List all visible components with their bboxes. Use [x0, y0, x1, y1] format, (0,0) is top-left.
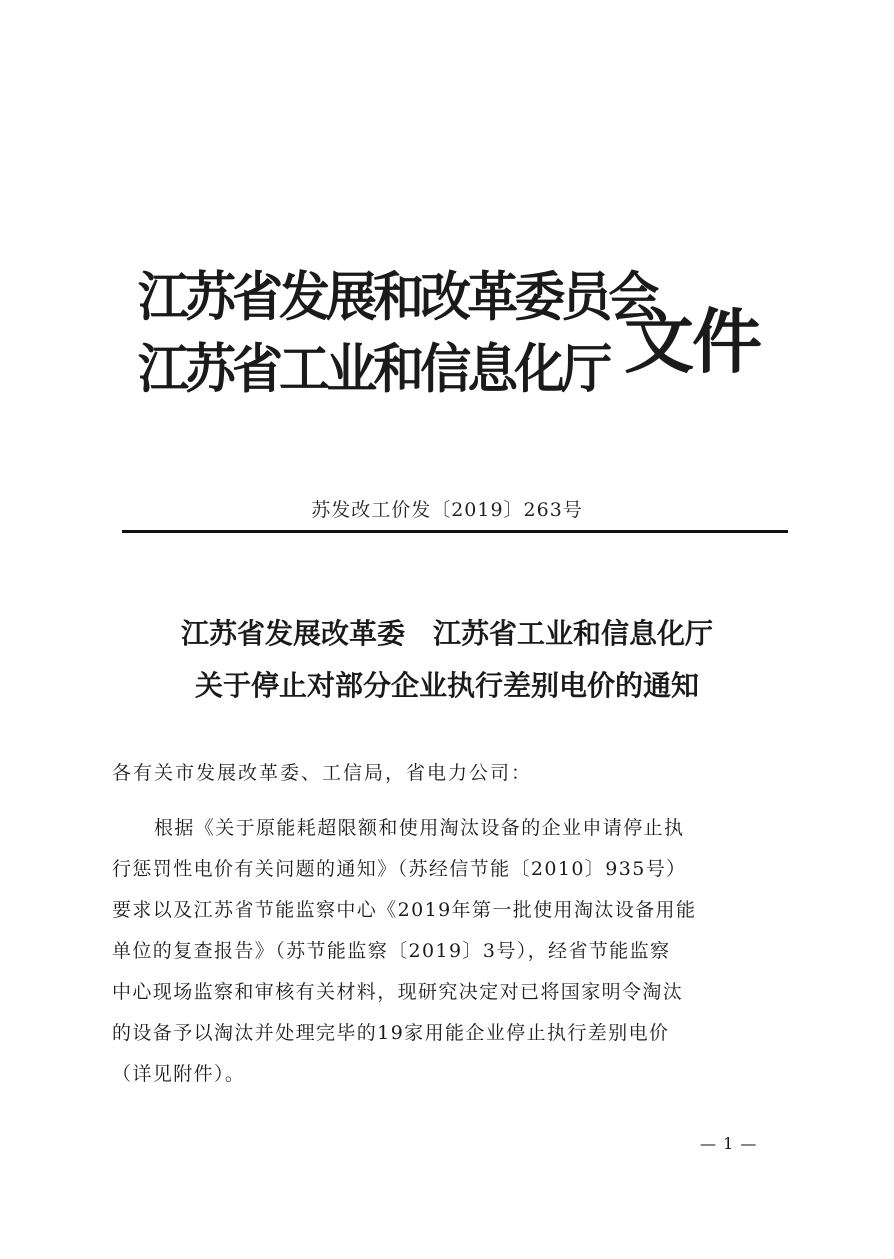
document-number: 苏发改工价发〔2019〕263号 [311, 499, 583, 521]
document-word: 文件 [624, 301, 760, 383]
issuer-names [138, 262, 656, 406]
notice-title [0, 608, 894, 712]
body-line: （详见附件）。 [112, 1063, 246, 1085]
body-line: 中心现场监察和审核有关材料，现研究决定对已将国家明令淘汰 [112, 981, 684, 1003]
header-divider [122, 530, 788, 533]
body-line: 要求以及江苏省节能监察中心《2019年第一批使用淘汰设备用能 [112, 899, 697, 921]
body-line: 的设备予以淘汰并处理完毕的19家用能企业停止执行差别电价 [112, 1022, 670, 1044]
notice-title-line-2: 关于停止对部分企业执行差别电价的通知 [194, 669, 699, 702]
page-number: — 1 — [700, 1134, 758, 1153]
body-line: 单位的复查报告》（苏节能监察〔2019〕3号），经省节能监察 [112, 940, 671, 962]
body-line: 行惩罚性电价有关问题的通知》（苏经信节能〔2010〕935号） [112, 858, 687, 880]
notice-title-line-1: 江苏省发展改革委 江苏省工业和信息化厅 [180, 617, 713, 650]
issuer-name-1: 江苏省发展和改革委员会 [138, 267, 656, 328]
body-paragraph [112, 808, 780, 1095]
document-header [138, 262, 758, 422]
salutation: 各有关市发展改革委、工信局，省电力公司： [112, 762, 533, 784]
issuer-name-2: 江苏省工业和信息化厅 [138, 339, 609, 400]
body-line: 根据《关于原能耗超限额和使用淘汰设备的企业申请停止执 [154, 817, 685, 839]
